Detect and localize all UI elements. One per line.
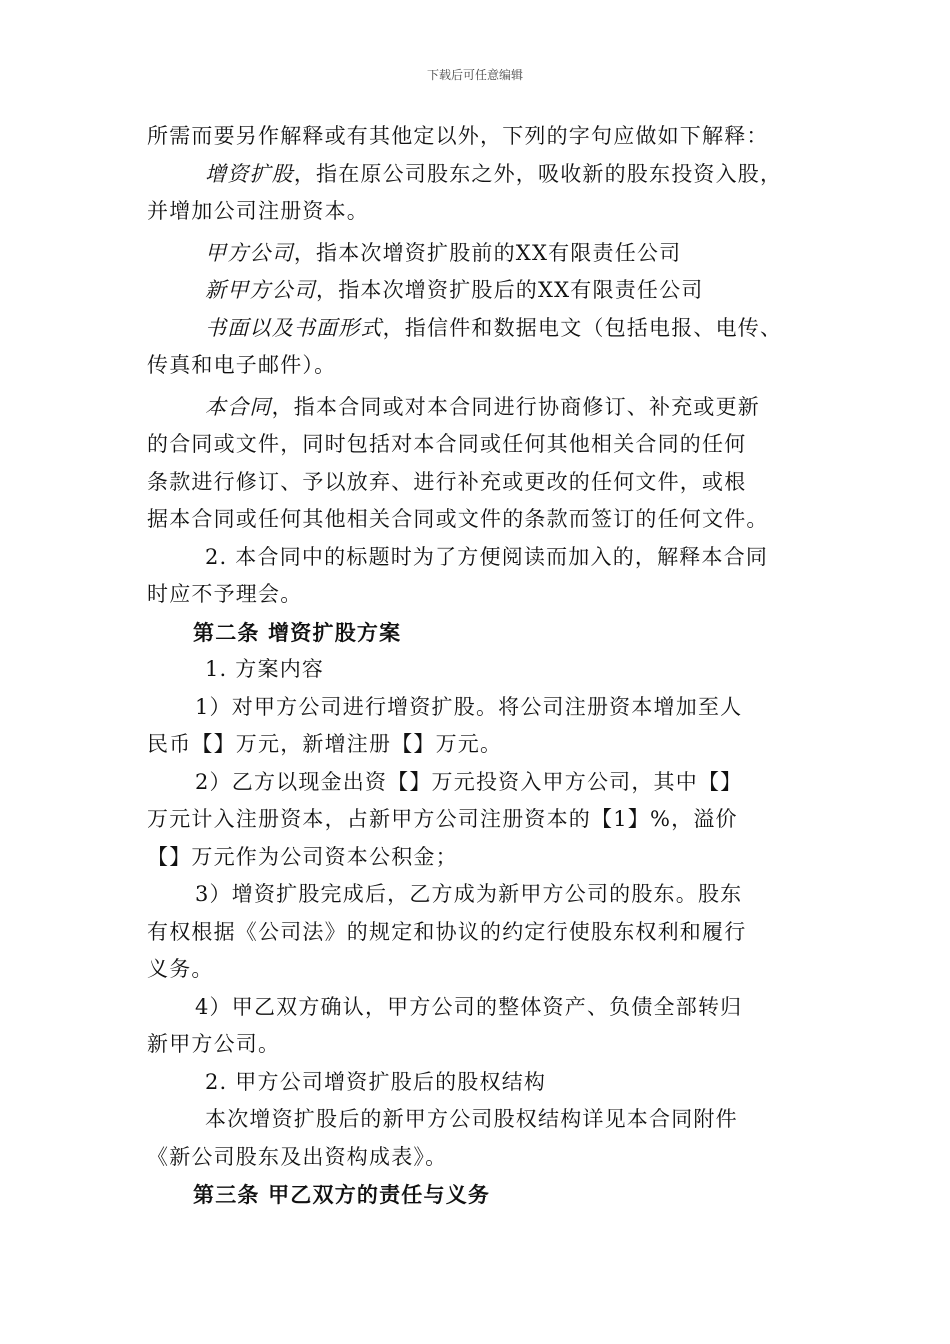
text-line: 1）对甲方公司进行增资扩股。将公司注册资本增加至人 (195, 694, 743, 719)
text-line: 有权根据《公司法》的规定和协议的约定行使股东权利和履行 (147, 919, 747, 944)
text-line: 传真和电子邮件）。 (147, 353, 337, 377)
document-body (147, 118, 817, 1214)
definition-line (147, 310, 817, 348)
defined-term: 增资扩股 (205, 161, 294, 186)
text-line: 3）增资扩股完成后，乙方成为新甲方公司的股东。股东 (195, 882, 743, 906)
definition-text: ，指本次增资扩股后的XX有限责任公司 (316, 278, 704, 302)
definition-text: ，指本合同或对本合同进行协商修订、补充或更新 (271, 394, 761, 419)
text-line: 本次增资扩股后的新甲方公司股权结构详见本合同附件 (205, 1107, 738, 1131)
definition-line (147, 235, 817, 273)
defined-term: 书面以及书面形式 (205, 315, 383, 340)
text-line: 的合同或文件，同时包括对本合同或任何其他相关合同的任何 (147, 432, 747, 456)
text-line: 4）甲乙双方确认，甲方公司的整体资产、负债全部转归 (195, 994, 743, 1019)
defined-term: 本合同 (205, 394, 272, 419)
definition-text: ，指信件和数据电文（包括电报、电传、 (382, 315, 783, 340)
text-line: 【】万元作为公司资本公积金； (147, 844, 458, 869)
text-line: 时应不予理会。 (147, 582, 303, 606)
text-line: 2. 本合同中的标题时为了方便阅读而加入的，解释本合同 (205, 544, 769, 569)
defined-term: 新甲方公司 (205, 278, 316, 302)
text-line: 民币【】万元，新增注册【】万元。 (147, 732, 503, 756)
definition-text: ，指本次增资扩股前的XX有限责任公司 (293, 240, 682, 265)
definition-text: ，指在原公司股东之外，吸收新的股东投资入股， (293, 161, 783, 186)
section-heading-3: 第三条 甲乙双方的责任与义务 (193, 1182, 491, 1207)
text-line: 义务。 (147, 957, 214, 981)
page-header: 下载后可任意编辑 (426, 68, 523, 82)
text-line: 2）乙方以现金出资【】万元投资入甲方公司，其中【】 (195, 769, 743, 794)
definition-line (147, 272, 817, 310)
definition-line (147, 389, 817, 427)
text-line: 条款进行修订、予以放弃、进行补充或更改的任何文件，或根 (147, 469, 747, 494)
text-line: 万元计入注册资本，占新甲方公司注册资本的【1】%，溢价 (147, 807, 738, 831)
defined-term: 甲方公司 (205, 240, 294, 265)
subsection-title: 1. 方案内容 (205, 657, 325, 681)
text-line: 据本合同或任何其他相关合同或文件的条款而签订的任何文件。 (147, 507, 769, 531)
section-heading-2: 第二条 增资扩股方案 (193, 619, 402, 645)
text-line: 并增加公司注册资本。 (147, 199, 369, 223)
definition-line (147, 156, 817, 194)
text-line: 《新公司股东及出资构成表》。 (147, 1144, 448, 1169)
text-line: 所需而要另作解释或有其他定以外，下列的字句应做如下解释： (147, 124, 769, 148)
text-line: 新甲方公司。 (147, 1032, 281, 1056)
subsection-title: 2. 甲方公司增资扩股后的股权结构 (205, 1069, 547, 1094)
